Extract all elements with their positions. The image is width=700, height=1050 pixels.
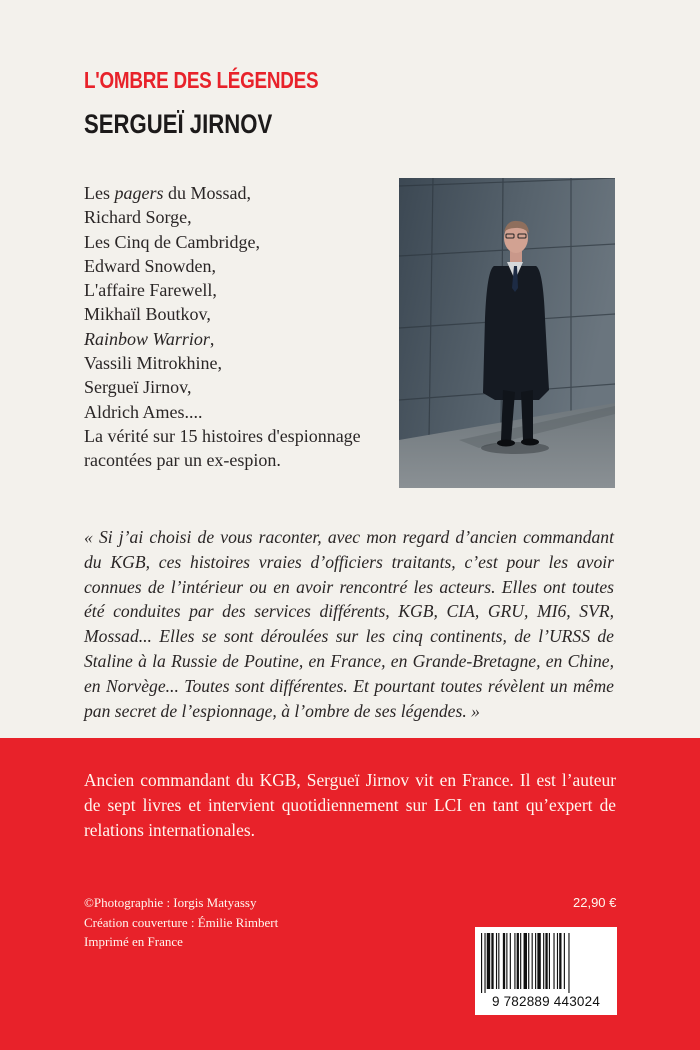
barcode-stripe — [520, 933, 521, 989]
barcode-stripe — [549, 933, 550, 989]
author-bio: Ancien commandant du KGB, Sergueï Jirnov vit en France. Il est l’auteur de sept livres et intervient quotidiennement sur LCI en tant qu’expert de relations internationales. — [84, 770, 616, 840]
barcode-stripe — [517, 933, 519, 989]
list-item-suffix: , — [209, 328, 215, 349]
author-portrait-image — [399, 178, 615, 488]
credits — [84, 893, 278, 952]
barcode-stripe — [524, 933, 527, 989]
barcode-stripe — [568, 933, 569, 993]
barcode-stripe — [564, 933, 565, 989]
barcode-stripe — [496, 933, 497, 989]
list-item-italic: Rainbow Warrior — [84, 328, 210, 349]
list-item-prefix: Les — [84, 183, 115, 203]
list-item: Vassili Mitrokhine, — [84, 353, 222, 374]
barcode-stripe — [484, 933, 485, 993]
barcode-stripe — [528, 933, 529, 989]
barcode-stripe — [491, 933, 493, 989]
list-item-italic: pagers — [114, 183, 164, 203]
teaser-conclusion-line: racontées par un ex-espion. — [84, 450, 281, 471]
list-item: Edward Snowden, — [84, 255, 216, 276]
barcode-stripe — [514, 933, 515, 989]
barcode-stripe — [543, 933, 544, 989]
list-item: L'affaire Farewell, — [84, 280, 217, 301]
list-item: Richard Sorge, — [84, 207, 192, 228]
series-title: L'OMBRE DES LÉGENDES — [84, 67, 319, 93]
barcode-stripe — [535, 933, 536, 989]
teaser-conclusion-line: La vérité sur 15 histoires d'espionnage — [84, 425, 361, 446]
barcode — [475, 927, 617, 1015]
barcode-stripe — [498, 933, 499, 989]
barcode-stripe — [545, 933, 547, 989]
author-name: SERGUEÏ JIRNOV — [84, 109, 273, 139]
list-item: Aldrich Ames.... — [84, 401, 203, 422]
barcode-stripe — [481, 933, 482, 993]
credit-printed: Imprimé en France — [84, 934, 183, 949]
barcode-stripe — [553, 933, 554, 989]
barcode-number: 9 782889 443024 — [491, 994, 601, 1009]
teaser-list — [84, 181, 384, 473]
barcode-stripe — [532, 933, 533, 989]
barcode-stripe — [537, 933, 540, 989]
author-portrait-illustration — [399, 178, 615, 488]
barcode-stripe — [503, 933, 505, 989]
list-item: Sergueï Jirnov, — [84, 377, 192, 398]
price: 22,90 € — [573, 895, 617, 910]
credit-photo: ©Photographie : Iorgis Matyassy — [84, 895, 257, 910]
barcode-stripe — [510, 933, 511, 989]
list-item: Les Cinq de Cambridge, — [84, 231, 260, 252]
barcode-stripe — [557, 933, 558, 989]
list-item — [84, 181, 384, 205]
barcode-bars — [481, 933, 611, 993]
barcode-stripe — [559, 933, 561, 989]
author-quote: « Si j’ai choisi de vous raconter, avec mon regard d’ancien commandant du KGB, ces histoires vraies d’officiers traitants, c’est pour les avoir connues de l’intérieur ou en avoir rencontré les acteurs. Elles ont toutes été conduites par des services différents, KGB, CIA, GRU, MI6, SVR, Mossad... Elles se sont déroulées sur les cinq continents, de l’URSS de Staline à la Russie de Poutine, en France, en Grande-Bretagne, en Chine, en Norvège... Toutes sont différentes. Et pourtant toutes révèlent un même pan secret de l’espionnage, à l’ombre de ses légendes. » — [84, 527, 614, 721]
barcode-stripe — [506, 933, 507, 989]
list-item-suffix: du Mossad, — [163, 183, 252, 203]
list-item: Mikhaïl Boutkov, — [84, 304, 211, 325]
credit-cover: Création couverture : Émilie Rimbert — [84, 914, 279, 930]
barcode-stripe — [487, 933, 490, 989]
list-item — [84, 327, 384, 351]
